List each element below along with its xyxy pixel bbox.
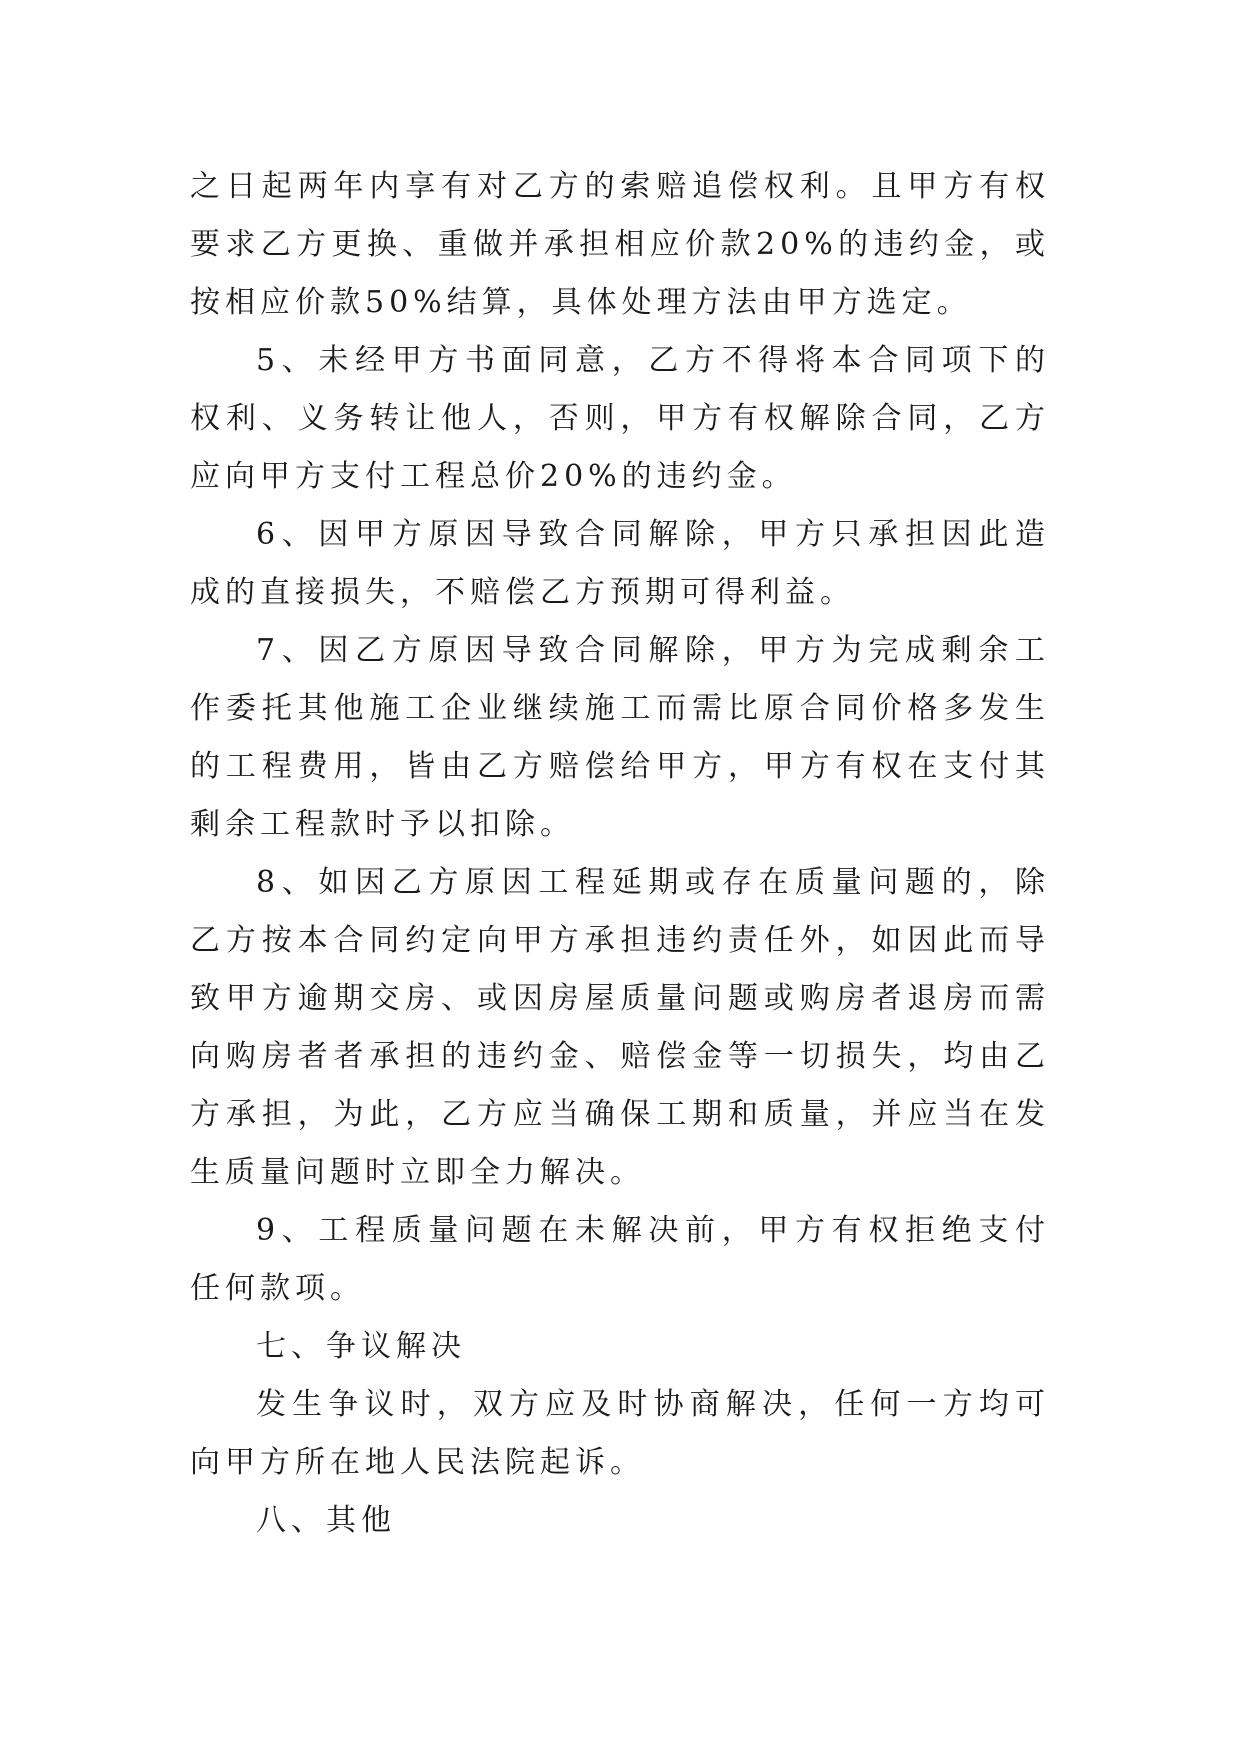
clause-9: 9、工程质量问题在未解决前，甲方有权拒绝支付任何款项。 — [190, 1213, 1050, 1306]
dispute-resolution-body: 发生争议时，双方应及时协商解决，任何一方均可向甲方所在地人民法院起诉。 — [190, 1387, 1050, 1480]
paragraph-continuation: 之日起两年内享有对乙方的索赔追偿权利。且甲方有权要求乙方更换、重做并承担相应价款20%的违约金，或按相应价款50%结算，具体处理方法由甲方选定。 — [190, 169, 1050, 320]
clause-8: 8、如因乙方原因工程延期或存在质量问题的，除乙方按本合同约定向甲方承担违约责任外，如因此而导致甲方逾期交房、或因房屋质量问题或购房者退房而需向购房者者承担的违约金、赔偿金等一切损失，均由乙方承担，为此，乙方应当确保工期和质量，并应当在发生质量问题时立即全力解决。 — [190, 865, 1050, 1190]
section-heading-other: 八、其他 — [256, 1503, 396, 1538]
clause-5: 5、未经甲方书面同意，乙方不得将本合同项下的权利、义务转让他人，否则，甲方有权解除合同，乙方应向甲方支付工程总价20%的违约金。 — [190, 343, 1050, 494]
clause-6: 6、因甲方原因导致合同解除，甲方只承担因此造成的直接损失，不赔偿乙方预期可得利益。 — [190, 517, 1050, 610]
section-heading-dispute-resolution: 七、争议解决 — [256, 1329, 466, 1364]
document-body — [190, 158, 1050, 1550]
clause-7: 7、因乙方原因导致合同解除，甲方为完成剩余工作委托其他施工企业继续施工而需比原合同价格多发生的工程费用，皆由乙方赔偿给甲方，甲方有权在支付其剩余工程款时予以扣除。 — [190, 633, 1050, 842]
